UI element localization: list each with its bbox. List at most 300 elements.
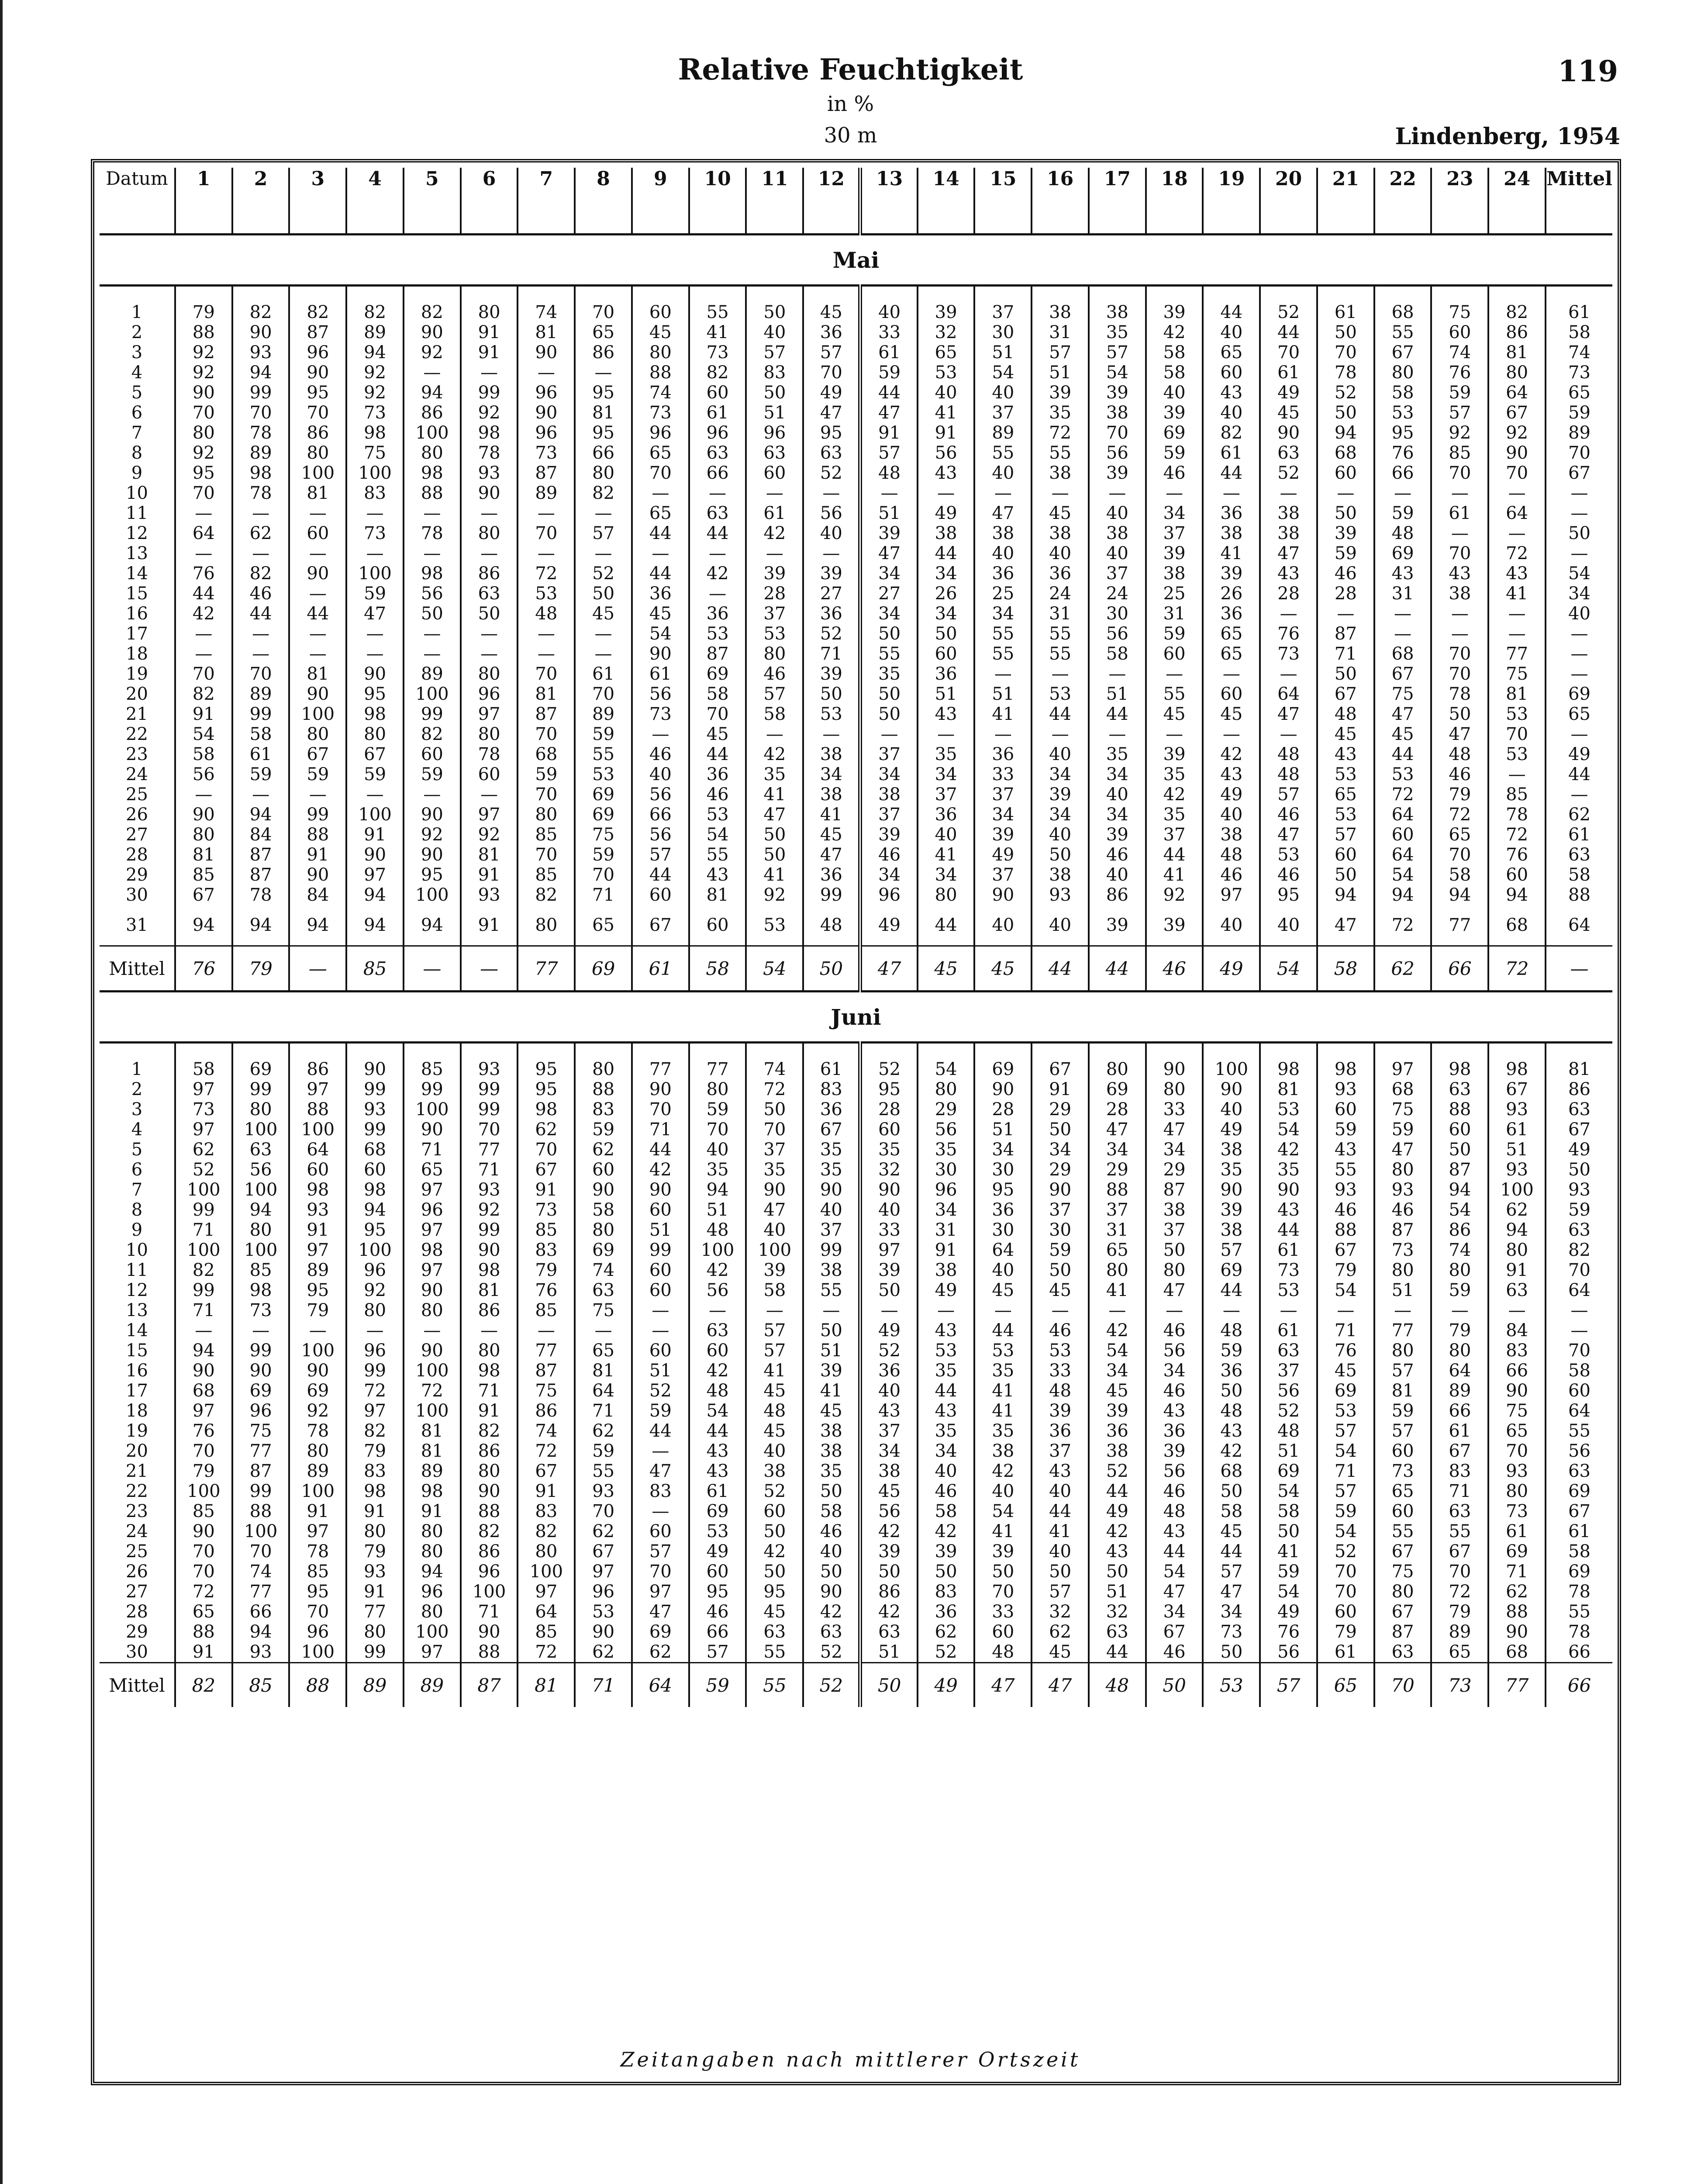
value-column (175, 1461, 232, 1562)
table-cell: 35 (935, 1140, 957, 1160)
value-column (1374, 403, 1432, 503)
table-cell: 42 (763, 1541, 786, 1562)
value-column (232, 1059, 290, 1160)
table-cell: 64 (592, 1381, 615, 1401)
value-column (689, 1562, 746, 1663)
table-cell: 59 (1568, 1200, 1591, 1220)
table-cell: 40 (1163, 383, 1186, 403)
table-cell: 98 (364, 1180, 386, 1200)
table-cell: 30 (992, 322, 1014, 342)
table-cell: 91 (478, 865, 500, 885)
mean-cell: — (461, 946, 518, 992)
table-cell: 77 (364, 1602, 386, 1622)
value-column (289, 1260, 346, 1361)
table-cell: 36 (706, 764, 729, 784)
table-cell: — (1222, 1300, 1240, 1320)
table-cell: 36 (1049, 1421, 1072, 1441)
value-column (1203, 1562, 1260, 1663)
table-cell: — (252, 543, 270, 563)
value-column (1203, 403, 1260, 503)
table-cell: 95 (820, 423, 842, 443)
table-cell: 64 (1506, 503, 1528, 523)
value-column (689, 1461, 746, 1562)
table-cell: 72 (364, 1381, 386, 1401)
table-cell: 41 (935, 845, 957, 865)
table-cell: 95 (878, 1079, 901, 1099)
table-cell: 70 (820, 363, 842, 383)
table-cell: 97 (535, 1582, 558, 1602)
value-column (518, 403, 575, 503)
table-cell: — (1570, 1300, 1588, 1320)
header-hour-6: 6 (461, 168, 518, 235)
table-cell: 97 (192, 1401, 215, 1421)
table-cell: 43 (1220, 383, 1243, 403)
table-cell: 83 (820, 1079, 842, 1099)
value-column (1374, 604, 1432, 704)
table-cell: 67 (820, 1120, 842, 1140)
table-cell: 41 (706, 322, 729, 342)
table-cell: 76 (1449, 363, 1471, 383)
table-cell: 89 (364, 322, 386, 342)
table-cell: 50 (935, 1562, 957, 1582)
header-hour-17: 17 (1089, 168, 1146, 235)
table-cell: 78 (478, 744, 500, 764)
value-column (1431, 403, 1488, 503)
value-column (1317, 604, 1374, 704)
table-cell: 50 (592, 584, 615, 604)
table-cell: 65 (592, 322, 615, 342)
table-cell: 53 (706, 805, 729, 825)
table-cell: 65 (1449, 1642, 1471, 1662)
table-cell: 99 (421, 1079, 443, 1099)
value-column (1431, 604, 1488, 704)
table-cell: 38 (992, 523, 1014, 543)
table-cell: 56 (935, 1120, 957, 1140)
table-cell: 64 (1506, 383, 1528, 403)
table-cell: 70 (1449, 845, 1471, 865)
table-cell: 43 (1106, 1541, 1128, 1562)
table-cell: 91 (535, 1481, 558, 1501)
table-cell: 35 (878, 1140, 901, 1160)
table-cell: 91 (478, 1401, 500, 1421)
value-column (404, 1562, 461, 1663)
value-column (404, 302, 461, 403)
table-cell: 44 (649, 1140, 672, 1160)
table-cell: 50 (935, 624, 957, 644)
value-column (1374, 1361, 1432, 1461)
table-cell: 63 (706, 503, 729, 523)
value-column (632, 302, 689, 403)
table-cell: 52 (1277, 302, 1300, 322)
table-cell: 80 (649, 342, 672, 363)
table-cell: 40 (1106, 503, 1128, 523)
value-column (461, 1160, 518, 1260)
table-cell: 40 (1049, 825, 1072, 845)
mittel-label: Mittel (100, 1663, 175, 1707)
table-cell: 56 (649, 784, 672, 805)
table-cell: 79 (307, 1300, 329, 1320)
mean-cell: 59 (689, 1663, 746, 1707)
mean-cell: 64 (632, 1663, 689, 1707)
table-cell: 65 (1334, 784, 1357, 805)
table-cell: 90 (192, 1521, 215, 1541)
table-cell: 71 (820, 644, 842, 664)
table-cell: 99 (649, 1240, 672, 1260)
table-cell: 81 (535, 684, 558, 704)
value-column (746, 805, 803, 905)
table-cell: 40 (935, 825, 957, 845)
table-cell: 90 (249, 1361, 272, 1381)
table-cell: 57 (649, 845, 672, 865)
value-column (289, 403, 346, 503)
table-cell: 46 (1163, 1481, 1186, 1501)
table-cell: 64 (992, 1240, 1014, 1260)
table-cell: 36 (935, 664, 957, 684)
table-cell: 91 (461, 905, 518, 946)
table-cell: — (480, 363, 498, 383)
table-cell: 48 (1220, 1320, 1243, 1341)
table-cell: 45 (706, 724, 729, 744)
table-cell: 82 (192, 1260, 215, 1280)
table-cell: 96 (364, 1260, 386, 1280)
table-cell: 48 (1391, 523, 1414, 543)
table-cell: 89 (1449, 1381, 1471, 1401)
table-cell: 96 (535, 423, 558, 443)
mean-cell: 71 (575, 1663, 632, 1707)
value-column (689, 1160, 746, 1260)
table-cell: 50 (1220, 1381, 1243, 1401)
table-cell: 90 (992, 1079, 1014, 1099)
table-cell: 49 (935, 1280, 957, 1300)
table-cell: 65 (1106, 1240, 1128, 1260)
table-cell: 64 (1391, 845, 1414, 865)
table-cell: 94 (421, 1562, 443, 1582)
table-cell: 62 (592, 1642, 615, 1662)
mean-cell: 45 (918, 946, 975, 992)
table-cell: 80 (1449, 1341, 1471, 1361)
table-cell: 91 (878, 423, 901, 443)
table-cell: 67 (1334, 684, 1357, 704)
mean-cell: 85 (232, 1663, 290, 1707)
table-cell: 91 (364, 1501, 386, 1521)
table-cell: 69 (706, 1501, 729, 1521)
station-year: Lindenberg, 1954 (1395, 123, 1620, 150)
mean-cell: — (404, 946, 461, 992)
table-cell: 100 (244, 1120, 278, 1140)
table-cell: 37 (878, 1421, 901, 1441)
value-column (175, 1059, 232, 1160)
value-column (461, 604, 518, 704)
table-cell: 61 (1568, 302, 1591, 322)
table-cell: 58 (763, 1280, 786, 1300)
day-label: 7 (131, 423, 143, 443)
table-cell: 43 (706, 1461, 729, 1481)
table-cell: 52 (878, 1341, 901, 1361)
table-cell: 94 (706, 1180, 729, 1200)
table-cell: 90 (1277, 423, 1300, 443)
table-cell: 50 (1049, 1120, 1072, 1140)
table-cell: 25 (1163, 584, 1186, 604)
table-cell: 36 (1106, 1421, 1128, 1441)
table-cell: — (1570, 784, 1588, 805)
table-cell: 89 (421, 1461, 443, 1481)
table-cell: — (423, 644, 441, 664)
table-cell: 55 (592, 1461, 615, 1481)
table-cell: 58 (1277, 1501, 1300, 1521)
table-cell: 79 (364, 1441, 386, 1461)
table-cell: 96 (592, 1582, 615, 1602)
table-cell: 99 (820, 1240, 842, 1260)
table-cell: 38 (992, 1441, 1014, 1461)
table-cell: 77 (249, 1441, 272, 1461)
table-cell: 35 (1220, 1160, 1243, 1180)
table-cell: 44 (992, 1320, 1014, 1341)
mean-cell: 44 (1032, 946, 1089, 992)
day-label: 16 (126, 604, 148, 624)
table-cell: 50 (763, 1099, 786, 1120)
value-column (1488, 604, 1546, 704)
table-cell: 69 (1163, 423, 1186, 443)
table-cell: 73 (1568, 363, 1591, 383)
table-cell: — (652, 543, 669, 563)
header-hour-4: 4 (346, 168, 404, 235)
table-cell: — (480, 784, 498, 805)
table-cell: 92 (1506, 423, 1528, 443)
table-cell: 60 (1391, 1501, 1414, 1521)
value-column (1032, 704, 1089, 805)
table-cell: 87 (1391, 1220, 1414, 1240)
value-column (1488, 1059, 1546, 1160)
table-cell: 74 (649, 383, 672, 403)
table-cell: 36 (992, 1200, 1014, 1220)
table-cell: 80 (478, 523, 500, 543)
table-cell: — (1570, 483, 1588, 503)
table-cell: 37 (992, 302, 1014, 322)
table-cell: 51 (649, 1361, 672, 1381)
table-cell: 65 (649, 443, 672, 463)
value-column (346, 805, 404, 905)
table-cell: 53 (1506, 704, 1528, 724)
table-cell: 94 (346, 905, 404, 946)
table-cell: 40 (1203, 905, 1260, 946)
table-cell: 80 (1106, 1260, 1128, 1280)
table-cell: 43 (935, 463, 957, 483)
value-column (1546, 1260, 1612, 1361)
table-cell: 59 (364, 764, 386, 784)
table-cell: 54 (1106, 1341, 1128, 1361)
table-cell: 58 (192, 744, 215, 764)
table-cell: 66 (706, 1622, 729, 1642)
table-cell: 49 (1568, 1140, 1591, 1160)
table-cell: — (1508, 624, 1526, 644)
table-cell: 35 (1277, 1160, 1300, 1180)
table-cell: 98 (1334, 1059, 1357, 1079)
table-cell: 42 (820, 1602, 842, 1622)
table-cell: — (652, 1501, 669, 1521)
value-column (518, 805, 575, 905)
table-cell: 57 (1334, 825, 1357, 845)
table-cell: 61 (763, 503, 786, 523)
table-cell: — (1337, 483, 1355, 503)
table-cell: — (366, 503, 384, 523)
table-cell: 69 (249, 1059, 272, 1079)
table-cell: 60 (1334, 845, 1357, 865)
table-cell: — (1337, 604, 1355, 624)
table-cell: 48 (706, 1381, 729, 1401)
value-column (1488, 403, 1546, 503)
table-cell: 94 (1391, 885, 1414, 905)
value-column (1089, 1461, 1146, 1562)
table-cell: 61 (649, 664, 672, 684)
table-cell: 54 (706, 825, 729, 845)
table-cell: 44 (1391, 744, 1414, 764)
table-cell: 48 (1220, 845, 1243, 865)
value-column (1089, 302, 1146, 403)
table-cell: 94 (404, 905, 461, 946)
day-group-row (100, 805, 1612, 905)
table-cell: 69 (1506, 1541, 1528, 1562)
table-cell: 50 (820, 684, 842, 704)
table-cell: 100 (529, 1562, 563, 1582)
day-label: 4 (131, 1120, 143, 1140)
mean-cell: 45 (974, 946, 1032, 992)
table-cell: 94 (192, 1341, 215, 1361)
value-column (289, 1059, 346, 1160)
value-column (1317, 1260, 1374, 1361)
day-label: 9 (131, 463, 143, 483)
table-cell: 61 (1568, 1521, 1591, 1541)
table-cell: 38 (935, 523, 957, 543)
table-cell: — (1108, 483, 1126, 503)
table-cell: 44 (1163, 845, 1186, 865)
table-cell: 84 (1506, 1320, 1528, 1341)
mean-cell: 47 (974, 1663, 1032, 1707)
table-cell: 60 (649, 1260, 672, 1280)
table-cell: 59 (1391, 503, 1414, 523)
table-cell: 82 (307, 302, 329, 322)
table-cell: 98 (249, 1280, 272, 1300)
day-label: 14 (126, 1320, 148, 1341)
table-cell: 99 (478, 383, 500, 403)
value-column (746, 1059, 803, 1160)
table-cell: 58 (1391, 383, 1414, 403)
table-cell: 37 (1163, 1220, 1186, 1240)
table-cell: 52 (1277, 463, 1300, 483)
table-cell: 57 (1391, 1361, 1414, 1381)
table-cell: 66 (1568, 1642, 1591, 1662)
table-cell: 90 (1277, 1180, 1300, 1200)
table-cell: 44 (1220, 463, 1243, 483)
table-cell: 81 (1277, 1079, 1300, 1099)
table-cell: 36 (820, 322, 842, 342)
table-cell: 79 (1449, 1320, 1471, 1341)
table-cell: 100 (358, 805, 392, 825)
table-cell: 90 (592, 1180, 615, 1200)
table-cell: 48 (1334, 704, 1357, 724)
table-cell: 46 (1163, 463, 1186, 483)
table-cell: 35 (1049, 403, 1072, 423)
table-cell: 67 (192, 885, 215, 905)
table-cell: 78 (1506, 805, 1528, 825)
value-column (461, 1260, 518, 1361)
table-cell: 60 (1568, 1381, 1591, 1401)
header-hour-12: 12 (803, 168, 860, 235)
day-label: 22 (126, 724, 148, 744)
table-cell: 70 (535, 523, 558, 543)
table-cell: 46 (649, 744, 672, 764)
table-cell: 65 (649, 503, 672, 523)
table-cell: 34 (992, 1140, 1014, 1160)
table-cell: 63 (878, 1622, 901, 1642)
header-hour-21: 21 (1317, 168, 1374, 235)
table-cell: — (195, 624, 213, 644)
table-cell: 72 (763, 1079, 786, 1099)
table-cell: 90 (1506, 1622, 1528, 1642)
table-cell: 76 (1391, 443, 1414, 463)
table-cell: 70 (1106, 423, 1128, 443)
value-column (1146, 1361, 1203, 1461)
table-cell: 88 (307, 825, 329, 845)
table-cell: 82 (192, 684, 215, 704)
value-column (1146, 704, 1203, 805)
table-cell: — (937, 483, 955, 503)
table-cell: 56 (192, 764, 215, 784)
table-cell: 90 (1163, 1059, 1186, 1079)
table-cell: 100 (415, 885, 449, 905)
table-cell: — (1570, 644, 1588, 664)
table-cell: 70 (192, 1562, 215, 1582)
table-cell: 36 (1163, 1421, 1186, 1441)
table-cell: 58 (1568, 865, 1591, 885)
table-cell: 98 (478, 1361, 500, 1381)
mean-cell: 88 (289, 1663, 346, 1707)
table-cell: 50 (1049, 845, 1072, 865)
table-cell: 91 (364, 1582, 386, 1602)
table-cell: 28 (878, 1099, 901, 1120)
day-label: 26 (126, 805, 148, 825)
table-cell: 80 (1391, 1160, 1414, 1180)
table-cell: 41 (935, 403, 957, 423)
table-cell: 53 (1277, 1099, 1300, 1120)
table-cell: 31 (1391, 584, 1414, 604)
table-cell: 94 (1506, 1220, 1528, 1240)
table-cell: 89 (249, 684, 272, 704)
table-cell: 47 (1163, 1582, 1186, 1602)
value-column (575, 302, 632, 403)
mean-cell: 70 (1374, 1663, 1432, 1707)
table-cell: 72 (1506, 825, 1528, 845)
table-cell: 63 (478, 584, 500, 604)
table-cell: — (1508, 1300, 1526, 1320)
table-cell: 40 (1220, 805, 1243, 825)
table-cell: 60 (992, 1622, 1014, 1642)
value-column (1260, 604, 1317, 704)
table-cell: 81 (1568, 1059, 1591, 1079)
table-cell: 47 (992, 503, 1014, 523)
table-cell: 80 (1391, 1582, 1414, 1602)
table-cell: 100 (758, 1240, 792, 1260)
table-cell: 70 (535, 784, 558, 805)
header-hour-7: 7 (518, 168, 575, 235)
table-cell: 60 (478, 764, 500, 784)
table-cell: 45 (992, 1280, 1014, 1300)
value-column (518, 1260, 575, 1361)
table-cell: 81 (307, 664, 329, 684)
table-cell: 83 (535, 1501, 558, 1521)
table-cell: 40 (1049, 1541, 1072, 1562)
table-cell: 44 (1049, 1501, 1072, 1521)
table-cell: 44 (1220, 1541, 1243, 1562)
